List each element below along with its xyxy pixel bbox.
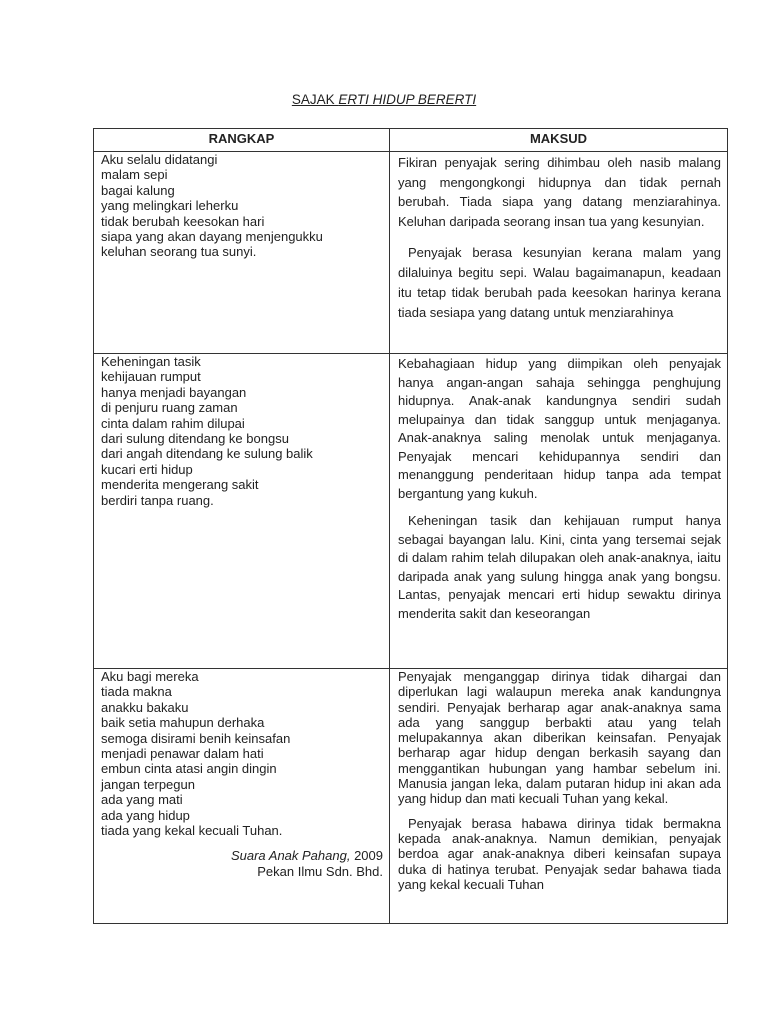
stanza-line: menderita mengerang sakit (101, 477, 259, 493)
stanza-line: tidak berubah keesokan hari (101, 213, 265, 229)
stanza-line: cinta dalam rahim dilupai (101, 415, 245, 431)
stanza-line: dari angah ditendang ke sulung balik (101, 446, 313, 462)
poem-table (93, 128, 728, 924)
stanza-line: dari sulung ditendang ke bongsu (101, 431, 289, 447)
header-maksud: MAKSUD (390, 129, 728, 152)
credit-source-title: Suara Anak Pahang, (230, 848, 351, 864)
stanza-line: tiada makna (101, 684, 172, 700)
stanza-line: baik setia mahupun derhaka (101, 715, 265, 731)
table-row (94, 354, 728, 669)
table-row (94, 152, 728, 354)
stanza-line: Keheningan tasik (101, 354, 201, 369)
title-italic: ERTI HIDUP BERERTI (338, 92, 477, 107)
stanza-line: ada yang mati (101, 792, 183, 808)
maksud-paragraph: Penyajak berasa kesunyian kerana malam yang dilaluinya begitu sepi. Walau bagaimanapun, keadaan itu tetap tidak berubah pada keesokan harinya kerana tiada sesiapa yang datang untuk menziarahinya (398, 245, 721, 320)
stanza-line: yang melingkari leherku (101, 198, 239, 214)
stanza-line: hanya menjadi bayangan (101, 384, 247, 400)
stanza-line: di penjuru ruang zaman (101, 400, 238, 416)
stanza-line: keluhan seorang tua sunyi. (101, 244, 257, 260)
stanza-line: tiada yang kekal kecuali Tuhan. (101, 823, 283, 839)
stanza-line: anakku bakaku (101, 699, 189, 715)
credit-source (101, 848, 383, 864)
poem-credit (101, 848, 383, 880)
rangkap-cell (94, 669, 390, 924)
rangkap-cell (94, 152, 390, 354)
stanza-line: Aku selalu didatangi (101, 152, 218, 167)
table-row (94, 669, 728, 924)
stanza-line: kehijauan rumput (101, 369, 201, 385)
maksud-paragraph: Penyajak berasa habawa dirinya tidak bermakna kepada anak-anaknya. Namun demikian, penyajak berdoa agar anak-anaknya diberi keinsafan supaya duka di hatinya terubat. Penyajak sedar bahawa tiada yang kekal kecuali Tuhan (398, 815, 721, 892)
maksud-paragraph: Penyajak menganggap dirinya tidak dihargai dan diperlukan lagi walaupun mereka anak kandungnya sendiri. Penyajak berharap agar anak-anaknya sama ada yang sanggup berbakti atau yang telah melupakannya akan diberikan keinsafan. Penyajak berharap agar hidup dengan berkasih sayang dan menggantikan hubungan yang hambar sebelum ini. Manusia jangan leka, dalam putaran hidup ini akan ada yang hidup dan mati kecuali Tuhan yang kekal. (398, 669, 721, 807)
header-rangkap: RANGKAP (94, 129, 390, 152)
maksud-paragraph: Keheningan tasik dan kehijauan rumput hanya sebagai bayangan lalu. Kini, cinta yang tersemai sejak di dalam rahim telah dilupakan oleh anak-anaknya, iaitu daripada anak yang sulung hingga anak yang bongsu. Lantas, penyajak mencari erti hidup sewaktu dirinya menderita sakit dan keseorangan (398, 513, 721, 621)
stanza-line: kucari erti hidup (101, 461, 193, 477)
maksud-paragraph: Fikiran penyajak sering dihimbau oleh nasib malang yang mengongkongi hidupnya dan tidak pernah berubah. Tiada siapa yang datang menziarahinya. Keluhan daripada seorang insan tua yang kesunyian. (398, 155, 721, 229)
stanza-line: embun cinta atasi angin dingin (101, 761, 277, 777)
stanza-line: bagai kalung (101, 182, 175, 198)
rangkap-cell (94, 354, 390, 669)
stanza-line: menjadi penawar dalam hati (101, 746, 264, 762)
stanza-line: siapa yang akan dayang menjengukku (101, 229, 323, 245)
stanza-line: ada yang hidup (101, 807, 190, 823)
title-prefix: SAJAK (291, 92, 339, 107)
maksud-paragraph: Kebahagiaan hidup yang diimpikan oleh penyajak hanya angan-angan sahaja sehingga penghujung hidupnya. Anak-anak kandungnya sendiri sudah melupainya dan tidak sanggup untuk menjaganya. Anak-anaknya saling menolak untuk menjaganya. Penyajak mencari kehidupannya sendiri dan menanggung penderitaan hidup tanpa ada tempat bergantung yang kukuh. (398, 356, 721, 501)
header-row (94, 129, 728, 152)
stanza-line: berdiri tanpa ruang. (101, 492, 214, 508)
maksud-cell (390, 152, 728, 354)
maksud-cell (390, 669, 728, 924)
stanza-line: jangan terpegun (101, 776, 195, 792)
stanza-line: semoga disirami benih keinsafan (101, 730, 291, 746)
credit-publisher: Pekan Ilmu Sdn. Bhd. (257, 864, 383, 880)
credit-year: 2009 (350, 848, 383, 864)
maksud-cell (390, 354, 728, 669)
stanza-line: Aku bagi mereka (101, 669, 199, 684)
stanza-line: malam sepi (101, 167, 168, 183)
document-title (0, 92, 768, 107)
